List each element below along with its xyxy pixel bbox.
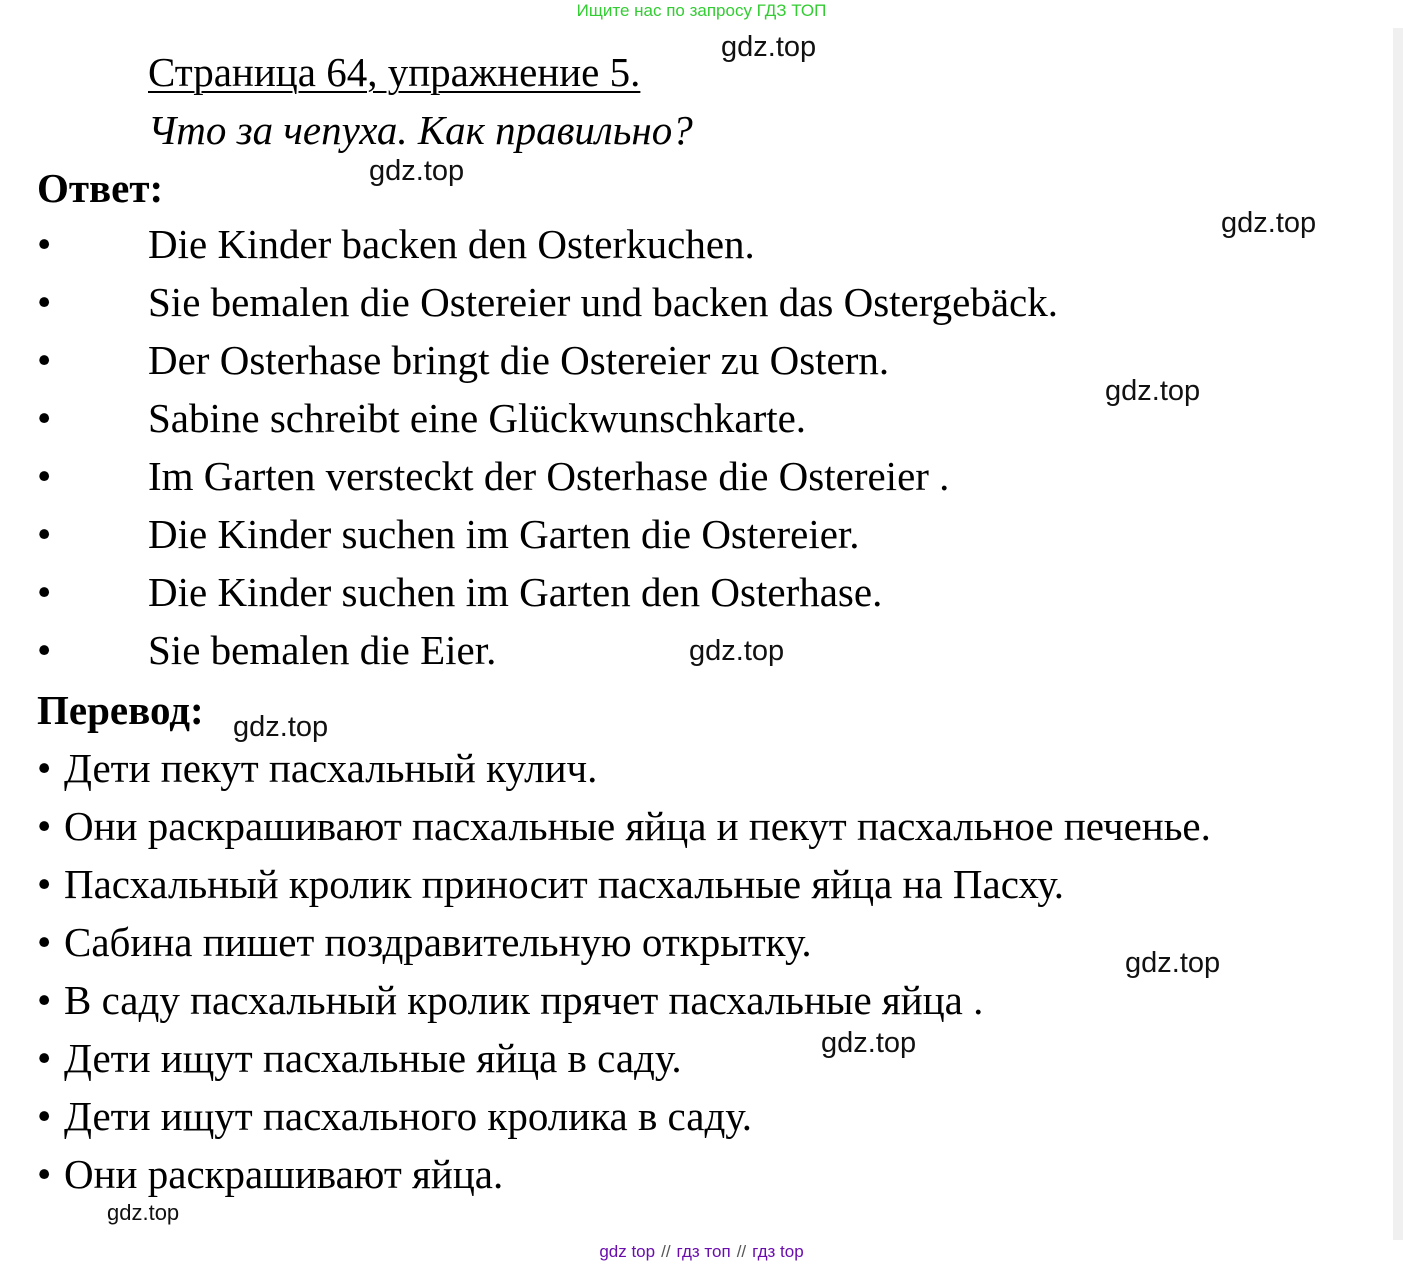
bullet-icon: •: [37, 1151, 52, 1197]
footer-separator: //: [736, 1242, 747, 1261]
answer-heading: Ответ:: [37, 165, 164, 211]
answer-item-text: Die Kinder suchen im Garten den Osterhase.: [148, 569, 883, 615]
bullet-icon: •: [37, 511, 52, 557]
list-item: [37, 1034, 1211, 1092]
bullet-icon: •: [37, 569, 52, 615]
bullet-icon: •: [37, 919, 52, 965]
answer-item-text: Sie bemalen die Ostereier und backen das Ostergebäck.: [148, 279, 1059, 325]
bullet-icon: •: [37, 221, 52, 267]
list-item: [37, 976, 1211, 1034]
list-item: [37, 802, 1211, 860]
watermark: gdz.top: [689, 635, 785, 667]
watermark: gdz.top: [1105, 375, 1201, 407]
translation-item-text: Дети ищут пасхальные яйца в саду.: [64, 1035, 682, 1081]
watermark: gdz.top: [233, 711, 329, 743]
top-banner: Ищите нас по запросу ГДЗ ТОП: [576, 1, 827, 20]
translation-item-text: Сабина пишет поздравительную открытку.: [64, 919, 812, 965]
watermark: gdz.top: [369, 155, 465, 187]
bullet-icon: •: [37, 745, 52, 791]
footer-link-gdz-top[interactable]: gdz top: [599, 1242, 656, 1261]
page-edge-scroll-strip: [1393, 28, 1403, 1240]
bullet-icon: •: [37, 279, 52, 325]
bullet-icon: •: [37, 395, 52, 441]
translation-item-text: Они раскрашивают пасхальные яйца и пекут пасхальное печенье.: [64, 803, 1211, 849]
translation-heading: Перевод:: [37, 687, 204, 733]
list-item: [37, 1092, 1211, 1150]
bullet-icon: •: [37, 1035, 52, 1081]
answer-item-text: Die Kinder suchen im Garten die Ostereier.: [148, 511, 860, 557]
translation-list: [37, 744, 1211, 1208]
watermark: gdz.top: [721, 31, 817, 63]
watermark: gdz.top: [107, 1200, 180, 1225]
watermark: gdz.top: [821, 1027, 917, 1059]
answer-item-text: Der Osterhase bringt die Ostereier zu Ostern.: [148, 337, 890, 383]
translation-item-text: Дети пекут пасхальный кулич.: [64, 745, 598, 791]
bullet-icon: •: [37, 977, 52, 1023]
list-item: [37, 918, 1211, 976]
translation-item-text: Пасхальный кролик приносит пасхальные яйца на Пасху.: [64, 861, 1064, 907]
answer-item-text: Sabine schreibt eine Glückwunschkarte.: [148, 395, 807, 441]
list-item: [37, 1150, 1211, 1208]
footer-link-gdz-top-ru[interactable]: гдз топ: [676, 1242, 731, 1261]
bullet-icon: •: [37, 627, 52, 673]
bullet-icon: •: [37, 861, 52, 907]
list-item: [37, 860, 1211, 918]
page-title: Страница 64, упражнение 5.: [148, 49, 641, 95]
answer-item-text: Die Kinder backen den Osterkuchen.: [148, 221, 755, 267]
footer: [0, 1242, 1403, 1262]
bullet-icon: •: [37, 337, 52, 383]
translation-item-text: В саду пасхальный кролик прячет пасхальные яйца .: [64, 977, 984, 1023]
watermark: gdz.top: [1221, 207, 1317, 239]
list-item: [37, 744, 1211, 802]
translation-item-text: Они раскрашивают яйца.: [64, 1151, 504, 1197]
bullet-icon: •: [37, 803, 52, 849]
translation-item-text: Дети ищут пасхального кролика в саду.: [64, 1093, 752, 1139]
exercise-subtitle: Что за чепуха. Как правильно?: [148, 107, 693, 153]
answer-item-text: Im Garten versteckt der Osterhase die Ostereier .: [148, 453, 950, 499]
footer-separator: //: [661, 1242, 671, 1261]
answer-item-text: Sie bemalen die Eier.: [148, 627, 497, 673]
bullet-icon: •: [37, 1093, 52, 1139]
footer-link-gdz-top-mixed[interactable]: гдз top: [752, 1242, 804, 1261]
bullet-icon: •: [37, 453, 52, 499]
watermark: gdz.top: [1125, 947, 1221, 979]
